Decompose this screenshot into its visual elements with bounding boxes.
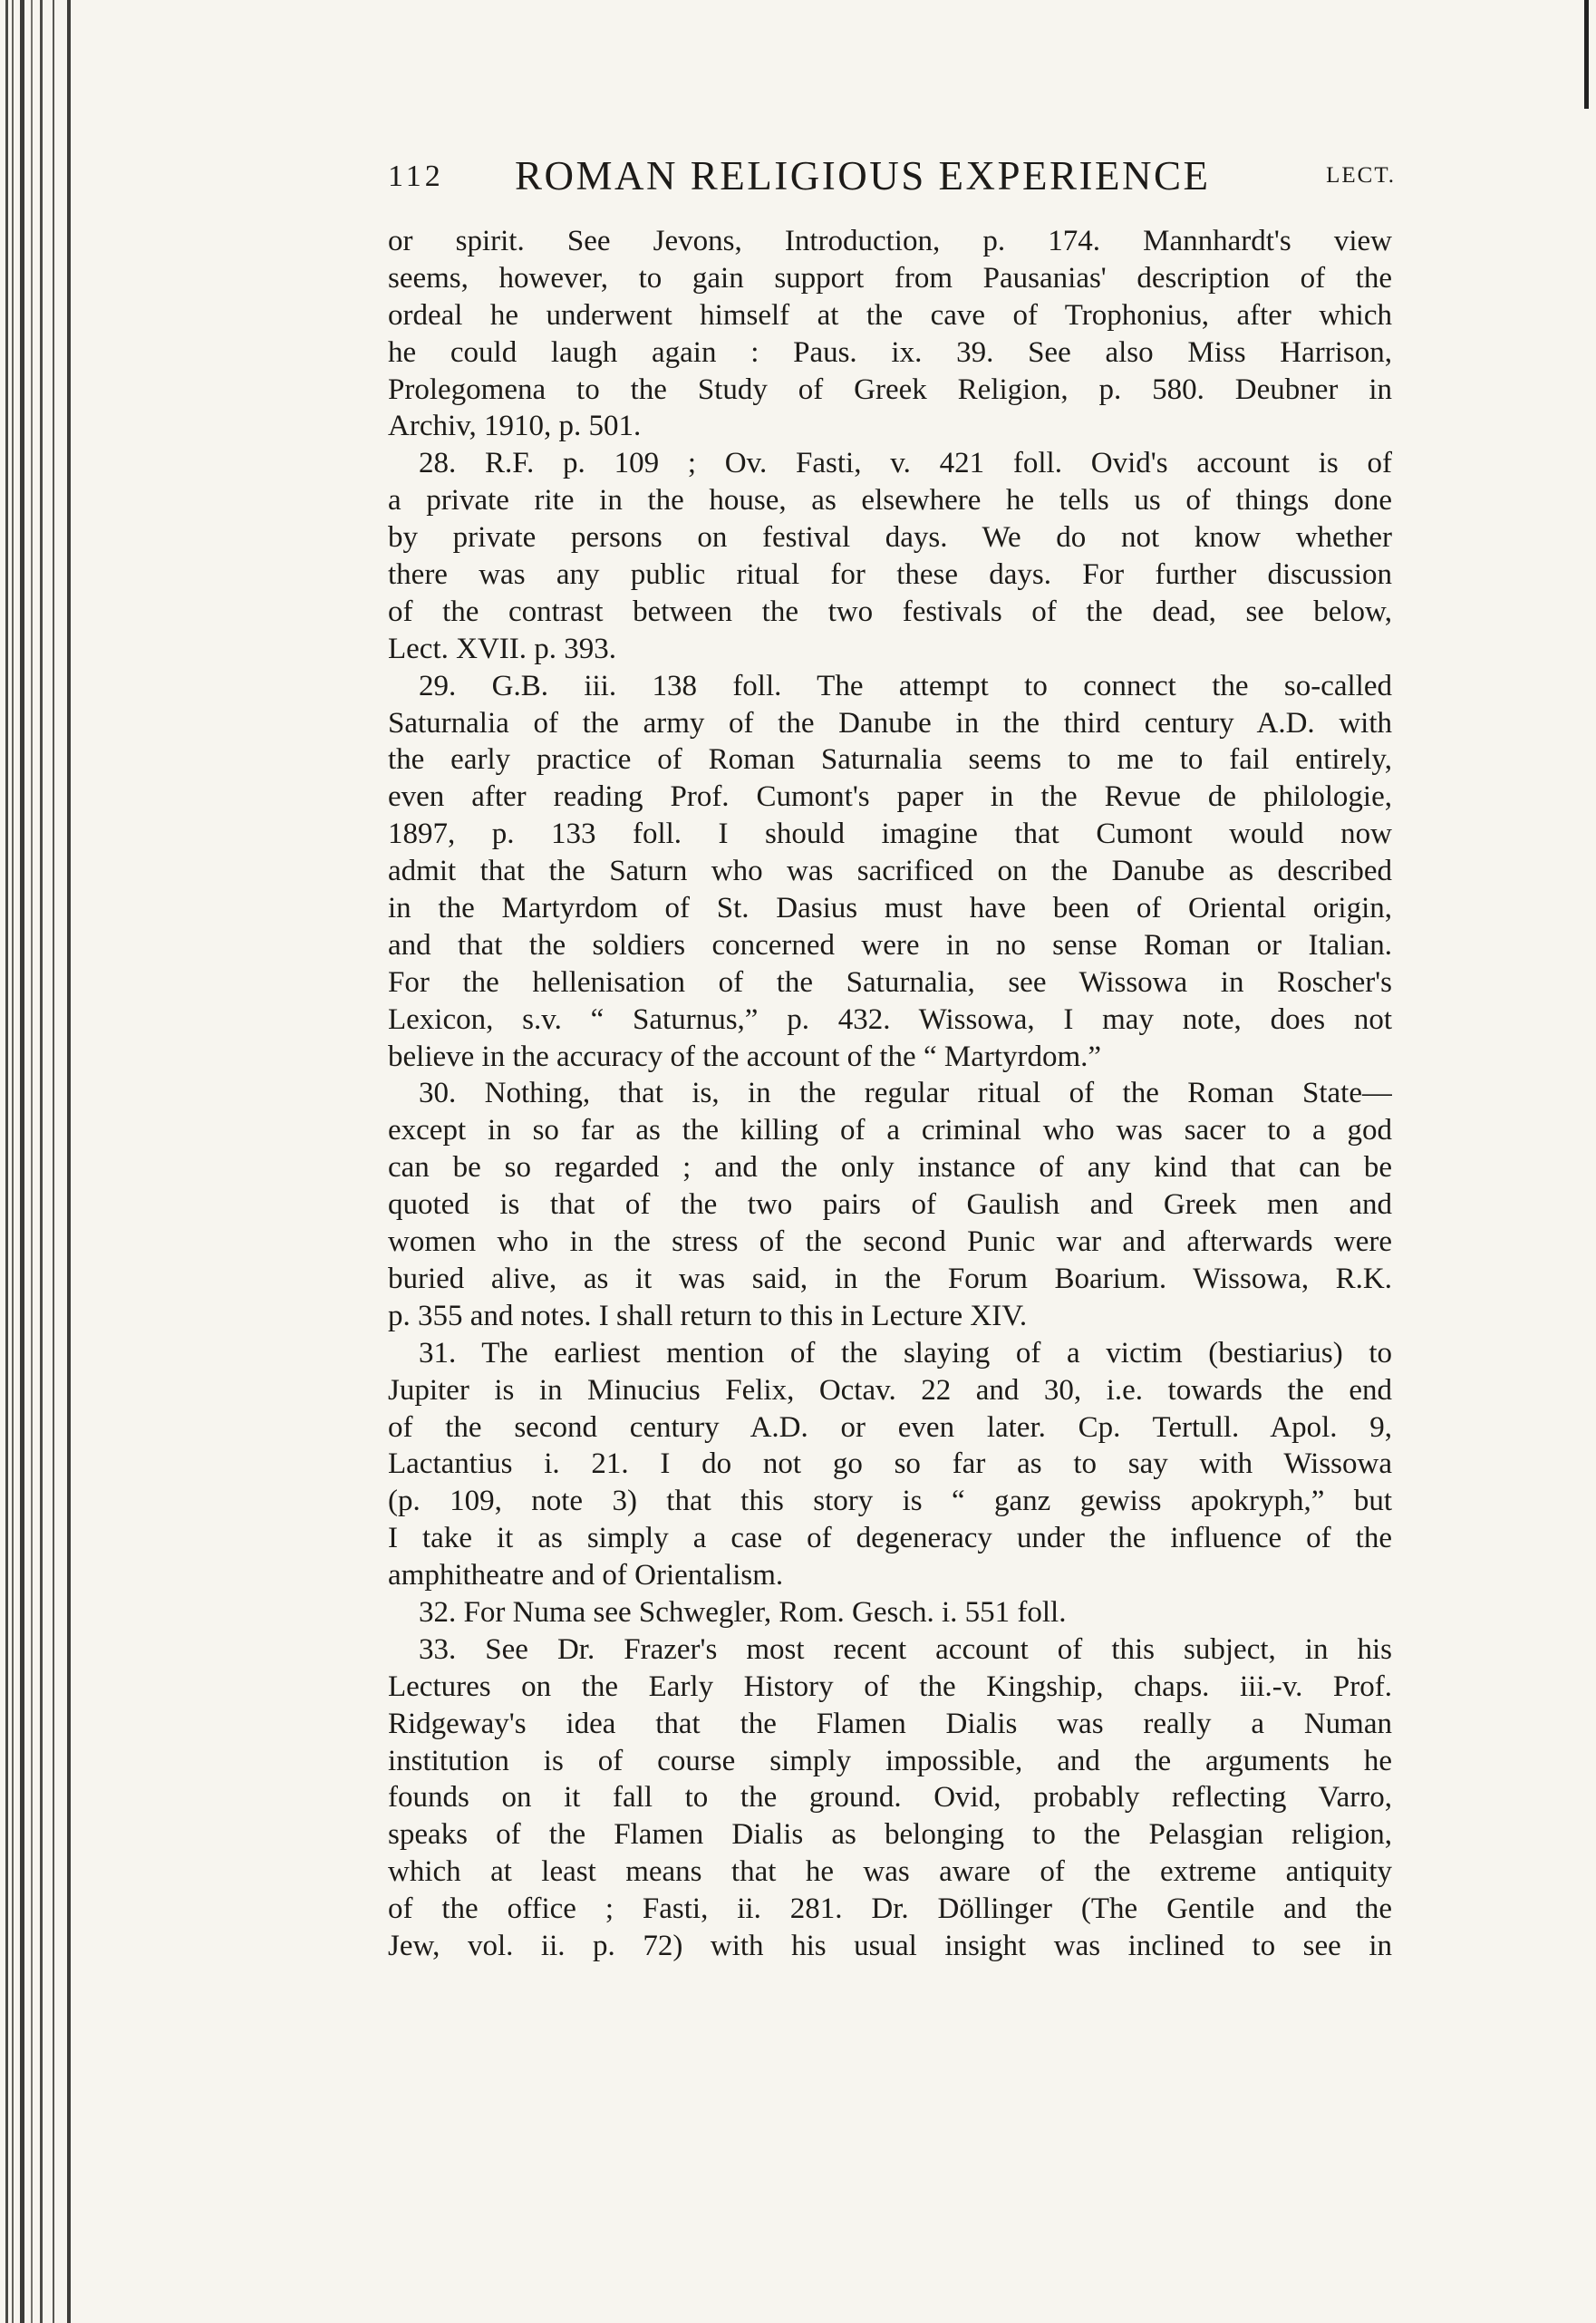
text-line: admit that the Saturn who was sacrificed on the Danube as described <box>388 855 1392 888</box>
text-line: Saturnalia of the army of the Danube in the third century A.D. with <box>388 706 1392 740</box>
page-number: 112 <box>388 160 444 193</box>
note-28-start: 28. R.F. p. 109 ; Ov. Fasti, v. 421 foll. Ovid's account is of <box>419 447 1392 480</box>
text-line: there was any public ritual for these days. For further discussion <box>388 558 1392 592</box>
text-line: believe in the accuracy of the account of the “ Martyrdom.” <box>388 1040 1102 1073</box>
text-line: he could laugh again : Paus. ix. 39. See also Miss Harrison, <box>388 335 1392 369</box>
text-line: and that the soldiers concerned were in no sense Roman or Italian. <box>388 928 1392 962</box>
text-line: Lectures on the Early History of the Kingship, chaps. iii.-v. Prof. <box>388 1670 1392 1703</box>
text-line: except in so far as the killing of a criminal who was sacer to a god <box>388 1114 1392 1147</box>
running-header <box>388 147 1396 212</box>
lecture-abbrev: LECT. <box>1326 163 1396 188</box>
text-line: or spirit. See Jevons, Introduction, p. 174. Mannhardt's view <box>388 225 1392 257</box>
text-line: Jupiter is in Minucius Felix, Octav. 22 and 30, i.e. towards the end <box>388 1373 1392 1407</box>
text-line: I take it as simply a case of degeneracy under the influence of the <box>388 1522 1392 1555</box>
text-line: ordeal he underwent himself at the cave of Trophonius, after which <box>388 298 1392 332</box>
text-line: buried alive, as it was said, in the Forum Boarium. Wissowa, R.K. <box>388 1262 1392 1295</box>
text-line: a private rite in the house, as elsewhere he tells us of things done <box>388 484 1392 518</box>
text-line: which at least means that he was aware of the extreme antiquity <box>388 1855 1392 1889</box>
text-line: Ridgeway's idea that the Flamen Dialis was really a Numan <box>388 1707 1392 1740</box>
text-line: quoted is that of the two pairs of Gaulish and Greek men and <box>388 1188 1392 1222</box>
text-line: institution is of course simply impossible, and the arguments he <box>388 1744 1392 1777</box>
book-binding-edge <box>0 0 87 2323</box>
note-32: 32. For Numa see Schwegler, Rom. Gesch. i. 551 foll. <box>419 1595 1067 1629</box>
note-30-start: 30. Nothing, that is, in the regular ritual of the Roman State— <box>419 1077 1392 1110</box>
notes-body <box>388 223 1392 1965</box>
text-line: Lect. XVII. p. 393. <box>388 632 617 665</box>
text-line: p. 355 and notes. I shall return to this in Lecture XIV. <box>388 1299 1028 1332</box>
text-line: even after reading Prof. Cumont's paper in the Revue de philologie, <box>388 780 1392 814</box>
text-line: speaks of the Flamen Dialis as belonging to the Pelasgian religion, <box>388 1818 1392 1852</box>
text-line: by private persons on festival days. We do not know whether <box>388 521 1392 555</box>
text-line: of the second century A.D. or even later. Cp. Tertull. Apol. 9, <box>388 1410 1392 1444</box>
text-line: seems, however, to gain support from Pausanias' description of the <box>388 261 1392 295</box>
text-line: in the Martyrdom of St. Dasius must have been of Oriental origin, <box>388 892 1392 925</box>
text-line: the early practice of Roman Saturnalia seems to me to fail entirely, <box>388 743 1392 777</box>
text-line: Lexicon, s.v. “ Saturnus,” p. 432. Wissowa, I may note, does not <box>388 1002 1392 1036</box>
text-line: Prolegomena to the Study of Greek Religion, p. 580. Deubner in <box>388 373 1392 406</box>
note-31-start: 31. The earliest mention of the slaying of a victim (bestiarius) to <box>419 1336 1392 1370</box>
text-line: of the office ; Fasti, ii. 281. Dr. Döllinger (The Gentile and the <box>388 1892 1392 1926</box>
text-line: women who in the stress of the second Punic war and afterwards were <box>388 1225 1392 1259</box>
running-title: ROMAN RELIGIOUS EXPERIENCE <box>515 153 1211 198</box>
text-line: can be so regarded ; and the only instance of any kind that can be <box>388 1151 1392 1185</box>
text-line: Archiv, 1910, p. 501. <box>388 410 642 443</box>
text-line: (p. 109, note 3) that this story is “ ganz gewiss apokryph,” but <box>388 1485 1392 1518</box>
text-line: 1897, p. 133 foll. I should imagine that Cumont would now <box>388 818 1392 851</box>
note-29-start: 29. G.B. iii. 138 foll. The attempt to connect the so-called <box>419 669 1392 702</box>
text-line: Lactantius i. 21. I do not go so far as to say with Wissowa <box>388 1447 1392 1481</box>
text-line: founds on it fall to the ground. Ovid, probably reflecting Varro, <box>388 1781 1392 1815</box>
text-line: amphitheatre and of Orientalism. <box>388 1559 784 1592</box>
text-line: For the hellenisation of the Saturnalia, see Wissowa in Roscher's <box>388 965 1392 999</box>
note-33-start: 33. See Dr. Frazer's most recent account of this subject, in his <box>419 1632 1392 1666</box>
text-line: of the contrast between the two festivals of the dead, see below, <box>388 595 1392 628</box>
page-edge-mark <box>1584 0 1589 109</box>
text-line: Jew, vol. ii. p. 72) with his usual insight was inclined to see in <box>388 1929 1392 1962</box>
